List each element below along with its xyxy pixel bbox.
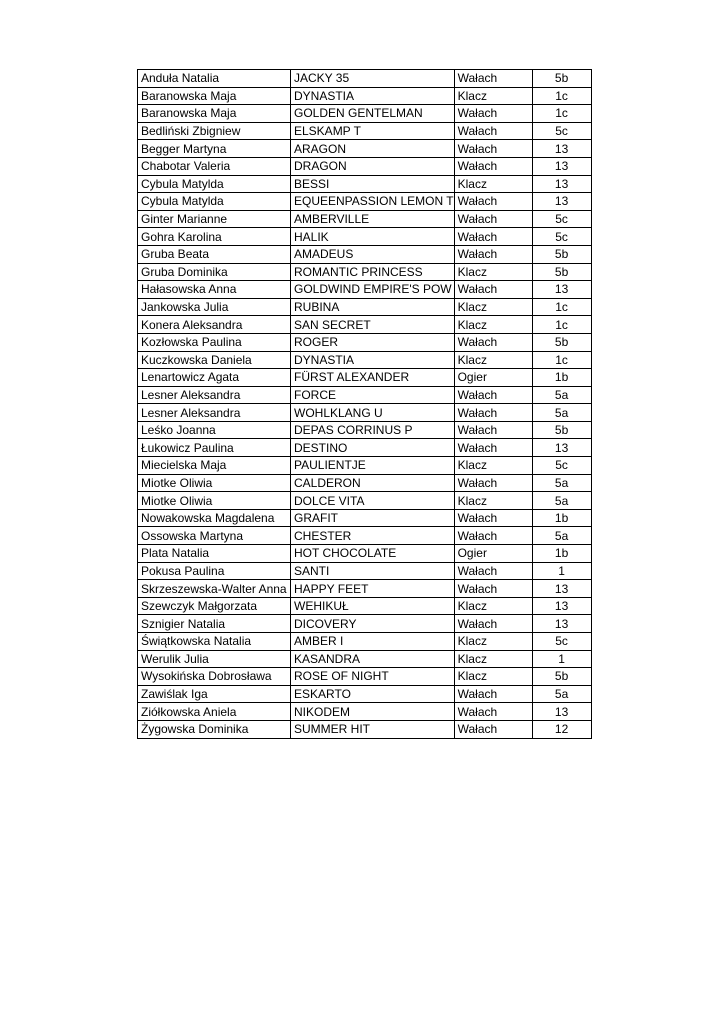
class-cell: 5a: [532, 404, 591, 422]
class-cell: 1b: [532, 509, 591, 527]
horse-name-cell: HALIK: [291, 228, 455, 246]
rider-name-cell: Leśko Joanna: [138, 421, 291, 439]
table-row: [138, 650, 592, 668]
class-cell: 5b: [532, 333, 591, 351]
class-cell: 5c: [532, 457, 591, 475]
table-row: [138, 597, 592, 615]
rider-name-cell: Konera Aleksandra: [138, 316, 291, 334]
rider-name-cell: Miotke Oliwia: [138, 474, 291, 492]
horse-name-cell: AMADEUS: [291, 245, 455, 263]
horse-sex-cell: Klacz: [454, 492, 532, 510]
table-row: [138, 140, 592, 158]
horse-sex-cell: Klacz: [454, 298, 532, 316]
class-cell: 1c: [532, 351, 591, 369]
rider-name-cell: Cybula Matylda: [138, 175, 291, 193]
table-row: [138, 245, 592, 263]
table-row: [138, 720, 592, 738]
horse-name-cell: AMBER I: [291, 633, 455, 651]
horse-sex-cell: Klacz: [454, 175, 532, 193]
table-row: [138, 333, 592, 351]
entries-table: [137, 69, 592, 739]
rider-name-cell: Jankowska Julia: [138, 298, 291, 316]
horse-name-cell: GOLDEN GENTELMAN: [291, 105, 455, 123]
class-cell: 1c: [532, 298, 591, 316]
rider-name-cell: Anduła Natalia: [138, 70, 291, 88]
table-row: [138, 562, 592, 580]
table-row: [138, 615, 592, 633]
horse-sex-cell: Wałach: [454, 245, 532, 263]
horse-sex-cell: Wałach: [454, 333, 532, 351]
rider-name-cell: Kuczkowska Daniela: [138, 351, 291, 369]
rider-name-cell: Ginter Marianne: [138, 210, 291, 228]
table-row: [138, 421, 592, 439]
rider-name-cell: Gohra Karolina: [138, 228, 291, 246]
rider-name-cell: Werulik Julia: [138, 650, 291, 668]
rider-name-cell: Szewczyk Małgorzata: [138, 597, 291, 615]
entries-table-body: [138, 70, 592, 739]
class-cell: 5b: [532, 668, 591, 686]
table-row: [138, 386, 592, 404]
table-row: [138, 439, 592, 457]
table-row: [138, 457, 592, 475]
rider-name-cell: Pokusa Paulina: [138, 562, 291, 580]
horse-sex-cell: Wałach: [454, 703, 532, 721]
horse-name-cell: ARAGON: [291, 140, 455, 158]
rider-name-cell: Wysokińska Dobrosława: [138, 668, 291, 686]
table-row: [138, 633, 592, 651]
rider-name-cell: Ossowska Martyna: [138, 527, 291, 545]
class-cell: 13: [532, 157, 591, 175]
horse-sex-cell: Klacz: [454, 316, 532, 334]
horse-sex-cell: Klacz: [454, 351, 532, 369]
table-row: [138, 175, 592, 193]
table-row: [138, 105, 592, 123]
rider-name-cell: Lesner Aleksandra: [138, 404, 291, 422]
rider-name-cell: Łukowicz Paulina: [138, 439, 291, 457]
horse-name-cell: DICOVERY: [291, 615, 455, 633]
table-row: [138, 474, 592, 492]
class-cell: 13: [532, 175, 591, 193]
horse-name-cell: CALDERON: [291, 474, 455, 492]
horse-name-cell: HAPPY FEET: [291, 580, 455, 598]
table-row: [138, 685, 592, 703]
table-row: [138, 404, 592, 422]
table-row: [138, 369, 592, 387]
horse-sex-cell: Wałach: [454, 615, 532, 633]
rider-name-cell: Sznigier Natalia: [138, 615, 291, 633]
horse-sex-cell: Klacz: [454, 263, 532, 281]
horse-name-cell: HOT CHOCOLATE: [291, 545, 455, 563]
horse-sex-cell: Wałach: [454, 386, 532, 404]
horse-sex-cell: Klacz: [454, 597, 532, 615]
horse-sex-cell: Wałach: [454, 685, 532, 703]
rider-name-cell: Plata Natalia: [138, 545, 291, 563]
class-cell: 1c: [532, 87, 591, 105]
horse-name-cell: RUBINA: [291, 298, 455, 316]
table-row: [138, 122, 592, 140]
class-cell: 1b: [532, 369, 591, 387]
class-cell: 5c: [532, 633, 591, 651]
horse-sex-cell: Wałach: [454, 281, 532, 299]
horse-sex-cell: Wałach: [454, 562, 532, 580]
horse-name-cell: SUMMER HIT: [291, 720, 455, 738]
class-cell: 5a: [532, 527, 591, 545]
class-cell: 13: [532, 281, 591, 299]
horse-name-cell: CHESTER: [291, 527, 455, 545]
horse-name-cell: KASANDRA: [291, 650, 455, 668]
rider-name-cell: Skrzeszewska-Walter Anna: [138, 580, 291, 598]
rider-name-cell: Baranowska Maja: [138, 105, 291, 123]
class-cell: 13: [532, 439, 591, 457]
horse-name-cell: GRAFIT: [291, 509, 455, 527]
table-row: [138, 281, 592, 299]
horse-name-cell: DYNASTIA: [291, 87, 455, 105]
class-cell: 1: [532, 650, 591, 668]
horse-sex-cell: Wałach: [454, 527, 532, 545]
horse-sex-cell: Wałach: [454, 70, 532, 88]
class-cell: 5a: [532, 492, 591, 510]
horse-name-cell: WOHLKLANG U: [291, 404, 455, 422]
horse-name-cell: BESSI: [291, 175, 455, 193]
horse-sex-cell: Wałach: [454, 509, 532, 527]
horse-sex-cell: Wałach: [454, 210, 532, 228]
rider-name-cell: Nowakowska Magdalena: [138, 509, 291, 527]
class-cell: 13: [532, 703, 591, 721]
horse-name-cell: DYNASTIA: [291, 351, 455, 369]
class-cell: 1c: [532, 105, 591, 123]
table-row: [138, 228, 592, 246]
rider-name-cell: Bedliński Zbigniew: [138, 122, 291, 140]
rider-name-cell: Miecielska Maja: [138, 457, 291, 475]
horse-name-cell: AMBERVILLE: [291, 210, 455, 228]
class-cell: 5c: [532, 122, 591, 140]
horse-sex-cell: Wałach: [454, 105, 532, 123]
rider-name-cell: Ziółkowska Aniela: [138, 703, 291, 721]
table-row: [138, 210, 592, 228]
table-row: [138, 492, 592, 510]
horse-name-cell: DRAGON: [291, 157, 455, 175]
rider-name-cell: Świątkowska Natalia: [138, 633, 291, 651]
horse-name-cell: DOLCE VITA: [291, 492, 455, 510]
class-cell: 13: [532, 615, 591, 633]
horse-name-cell: WEHIKUŁ: [291, 597, 455, 615]
horse-name-cell: SAN SECRET: [291, 316, 455, 334]
horse-sex-cell: Wałach: [454, 421, 532, 439]
class-cell: 13: [532, 193, 591, 211]
rider-name-cell: Baranowska Maja: [138, 87, 291, 105]
horse-name-cell: ESKARTO: [291, 685, 455, 703]
table-row: [138, 580, 592, 598]
class-cell: 13: [532, 140, 591, 158]
horse-sex-cell: Wałach: [454, 720, 532, 738]
horse-sex-cell: Klacz: [454, 633, 532, 651]
table-row: [138, 70, 592, 88]
class-cell: 5a: [532, 685, 591, 703]
rider-name-cell: Lesner Aleksandra: [138, 386, 291, 404]
class-cell: 5b: [532, 70, 591, 88]
horse-name-cell: ROSE OF NIGHT: [291, 668, 455, 686]
horse-name-cell: DEPAS CORRINUS P: [291, 421, 455, 439]
rider-name-cell: Kozłowska Paulina: [138, 333, 291, 351]
class-cell: 13: [532, 580, 591, 598]
rider-name-cell: Gruba Beata: [138, 245, 291, 263]
horse-sex-cell: Klacz: [454, 668, 532, 686]
horse-name-cell: DESTINO: [291, 439, 455, 457]
table-row: [138, 527, 592, 545]
class-cell: 5c: [532, 210, 591, 228]
horse-sex-cell: Wałach: [454, 439, 532, 457]
class-cell: 5b: [532, 245, 591, 263]
horse-sex-cell: Wałach: [454, 157, 532, 175]
class-cell: 13: [532, 597, 591, 615]
horse-sex-cell: Klacz: [454, 87, 532, 105]
class-cell: 5a: [532, 386, 591, 404]
class-cell: 5b: [532, 421, 591, 439]
horse-sex-cell: Klacz: [454, 457, 532, 475]
horse-sex-cell: Wałach: [454, 474, 532, 492]
horse-name-cell: EQUEENPASSION LEMON T: [291, 193, 455, 211]
table-row: [138, 316, 592, 334]
horse-name-cell: NIKODEM: [291, 703, 455, 721]
horse-name-cell: FORCE: [291, 386, 455, 404]
horse-sex-cell: Wałach: [454, 140, 532, 158]
horse-name-cell: ROGER: [291, 333, 455, 351]
horse-name-cell: FÜRST ALEXANDER: [291, 369, 455, 387]
table-row: [138, 545, 592, 563]
horse-sex-cell: Wałach: [454, 404, 532, 422]
table-row: [138, 157, 592, 175]
table-row: [138, 263, 592, 281]
rider-name-cell: Lenartowicz Agata: [138, 369, 291, 387]
table-row: [138, 668, 592, 686]
horse-name-cell: PAULIENTJE: [291, 457, 455, 475]
horse-sex-cell: Ogier: [454, 545, 532, 563]
rider-name-cell: Cybula Matylda: [138, 193, 291, 211]
class-cell: 5a: [532, 474, 591, 492]
class-cell: 5c: [532, 228, 591, 246]
horse-name-cell: JACKY 35: [291, 70, 455, 88]
horse-sex-cell: Wałach: [454, 193, 532, 211]
class-cell: 1: [532, 562, 591, 580]
horse-sex-cell: Wałach: [454, 580, 532, 598]
rider-name-cell: Żygowska Dominika: [138, 720, 291, 738]
horse-name-cell: ELSKAMP T: [291, 122, 455, 140]
class-cell: 1c: [532, 316, 591, 334]
horse-sex-cell: Ogier: [454, 369, 532, 387]
horse-name-cell: ROMANTIC PRINCESS: [291, 263, 455, 281]
table-row: [138, 298, 592, 316]
class-cell: 12: [532, 720, 591, 738]
rider-name-cell: Chabotar Valeria: [138, 157, 291, 175]
horse-sex-cell: Wałach: [454, 122, 532, 140]
rider-name-cell: Hałasowska Anna: [138, 281, 291, 299]
horse-sex-cell: Wałach: [454, 228, 532, 246]
rider-name-cell: Miotke Oliwia: [138, 492, 291, 510]
horse-name-cell: GOLDWIND EMPIRE'S POW: [291, 281, 455, 299]
rider-name-cell: Gruba Dominika: [138, 263, 291, 281]
horse-name-cell: SANTI: [291, 562, 455, 580]
class-cell: 5b: [532, 263, 591, 281]
table-row: [138, 703, 592, 721]
class-cell: 1b: [532, 545, 591, 563]
rider-name-cell: Zawiślak Iga: [138, 685, 291, 703]
rider-name-cell: Begger Martyna: [138, 140, 291, 158]
table-row: [138, 509, 592, 527]
horse-sex-cell: Klacz: [454, 650, 532, 668]
table-row: [138, 351, 592, 369]
table-row: [138, 193, 592, 211]
table-row: [138, 87, 592, 105]
